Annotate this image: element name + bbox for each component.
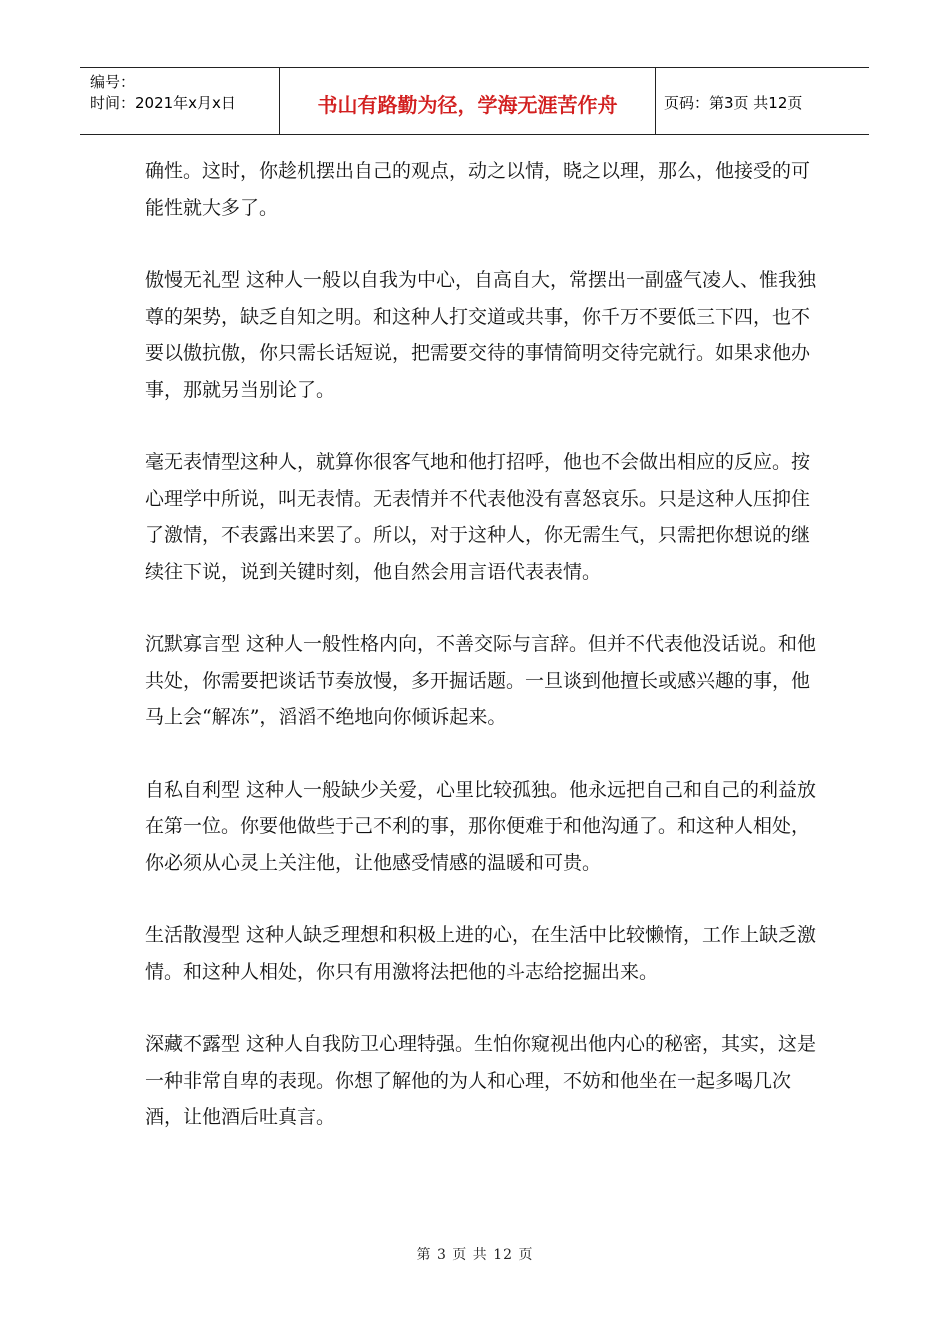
document-number-label: 编号： bbox=[90, 73, 136, 91]
paragraph: 傲慢无礼型 这种人一般以自我为中心，自高自大，常摆出一副盛气凌人、惟我独尊的架势，缺乏自知之明。和这种人打交道或共事，你千万不要低三下四，也不要以傲抗傲，你只需长话短说，把需要交待的事情简明交待完就行。如果求他办事，那就另当别论了。 bbox=[145, 269, 817, 401]
paragraph: 深藏不露型 这种人自我防卫心理特强。生怕你窥视出他内心的秘密，其实，这是一种非常自卑的表现。你想了解他的为人和心理，不妨和他坐在一起多喝几次酒，让他酒后吐真言。 bbox=[145, 1033, 817, 1128]
paragraph: 毫无表情型这种人，就算你很客气地和他打招呼，他也不会做出相应的反应。按心理学中所说，叫无表情。无表情并不代表他没有喜怒哀乐。只是这种人压抑住了激情，不表露出来罢了。所以，对于这种人，你无需生气，只需把你想说的继续往下说，说到关键时刻，他自然会用言语代表表情。 bbox=[145, 451, 811, 583]
document-date: 时间：2021年x月x日 bbox=[90, 94, 236, 112]
paragraph: 沉默寡言型 这种人一般性格内向，不善交际与言辞。但并不代表他没话说。和他共处，你需要把谈话节奏放慢，多开掘话题。一旦谈到他擅长或感兴趣的事，他马上会“解冻”，滔滔不绝地向你倾诉起来。 bbox=[145, 633, 817, 728]
header-page-info: 页码：第3页 共12页 bbox=[664, 93, 803, 112]
paragraph: 生活散漫型 这种人缺乏理想和积极上进的心，在生活中比较懒惰，工作上缺乏激情。和这种人相处，你只有用激将法把他的斗志给挖掘出来。 bbox=[145, 924, 817, 983]
header-meta bbox=[80, 68, 280, 134]
document-body bbox=[145, 153, 825, 1172]
header-motto: 书山有路勤为径，学海无涯苦作舟 bbox=[280, 68, 656, 134]
page-header bbox=[80, 67, 869, 135]
page-footer: 第 3 页 共 12 页 bbox=[416, 1247, 534, 1263]
paragraph: 确性。这时，你趁机摆出自己的观点，动之以情，晓之以理，那么，他接受的可能性就大多了。 bbox=[145, 160, 811, 219]
paragraph: 自私自利型 这种人一般缺少关爱，心里比较孤独。他永远把自己和自己的利益放在第一位。你要他做些于己不利的事，那你便难于和他沟通了。和这种人相处，你必须从心灵上关注他，让他感受情感的温暖和可贵。 bbox=[145, 778, 817, 874]
